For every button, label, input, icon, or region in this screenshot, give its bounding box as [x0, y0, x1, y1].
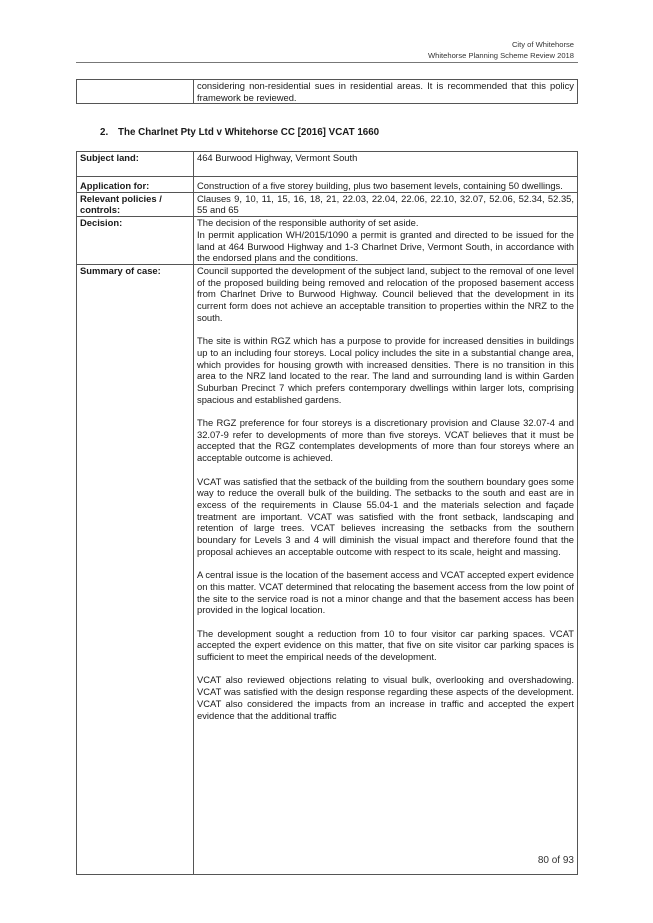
summary-paragraph: VCAT was satisfied that the setback of the building from the southern boundary goes some way to reduce the overall bulk of the building. The setbacks to the south and east are in excess of the requirements in Clause 55.04-1 and the materials selection and façade treatment are important. VCAT was satisfied with the front setback, landscaping and retention of large trees. VCAT believes increasing the setbacks from the southern boundary for Levels 3 and 4 will diminish the visual impact and therefore found that the proposal achieves an acceptable outcome with respect to its scale, height and massing.: [197, 475, 574, 557]
table-row: [77, 80, 578, 104]
decision-line: The decision of the responsible authority of set aside.: [197, 217, 419, 229]
table-row-subject-land: [77, 152, 578, 177]
table-row-decision: [77, 217, 578, 265]
summary-paragraph: Council supported the development of the subject land, subject to the removal of one level of the proposed building being removed and relocation of the proposed basement access from Charlnet Drive to Burwood Highway. Council believed that the development in its current form does not achieve an acceptable transition to properties within the NRZ to the south.: [197, 264, 574, 323]
header-organisation: City of Whitehorse: [511, 40, 574, 49]
decision-value: [194, 217, 578, 265]
summary-value: [194, 264, 578, 874]
summary-paragraph: The site is within RGZ which has a purpose to provide for increased densities in buildings up to an including four storeys. Local policy includes the site in a substantial change area, which provides for housing growth with increased densities. There is no transition in this area to the NRZ land located to the rear. The land and surrounding land is within Garden Suburban Precinct 7 which prefers contemporary dwellings within larger lots, comprising spacious and established gardens.: [197, 335, 574, 405]
header-document-title: Whitehorse Planning Scheme Review 2018: [427, 51, 574, 60]
summary-paragraph: The RGZ preference for four storeys is a discretionary provision and Clause 32.07-4 and 32.07-9 refer to developments of more than five storeys. VCAT believes that it must be accepted that the RGZ contemplates developments of more than four storeys where an acceptable outcome is achieved.: [197, 417, 574, 464]
table-row-relevant-policies: [77, 192, 578, 216]
summary-paragraph: VCAT also reviewed objections relating to visual bulk, overlooking and overshadowing. VCAT was satisfied with the design response regarding these aspects of the development. VCAT also considered the impacts from an increase in traffic and accepted the expert evidence that the additional traffic: [197, 674, 574, 721]
table-row-summary: [77, 264, 578, 874]
relevant-policies-value: Clauses 9, 10, 11, 15, 16, 18, 21, 22.03, 22.04, 22.06, 22.10, 32.07, 52.06, 52.34, 52.35, 55 and 65: [194, 192, 578, 216]
subject-land-value: 464 Burwood Highway, Vermont South: [194, 152, 578, 177]
decision-label: Decision:: [77, 217, 194, 265]
decision-permit-text: In permit application WH/2015/1090 a permit is granted and directed to be issued for the land at 464 Burwood Highway and 1-3 Charlnet Drive, Vermont South, in accordance with the endorsed plans and the conditions.: [197, 228, 574, 264]
continued-value-cell: considering non-residential sues in residential areas. It is recommended that this policy framework be reviewed.: [194, 80, 578, 104]
section-heading: [100, 127, 379, 138]
header-divider: [76, 62, 578, 63]
continued-label-cell: [77, 80, 194, 104]
subject-land-label: Subject land:: [77, 152, 194, 177]
summary-label: Summary of case:: [77, 264, 194, 874]
application-for-value: Construction of a five storey building, plus two basement levels, containing 50 dwellings.: [194, 177, 578, 193]
table-row-application-for: [77, 177, 578, 193]
continued-table: [76, 79, 578, 104]
summary-paragraph: A central issue is the location of the basement access and VCAT accepted expert evidence on this matter. VCAT determined that relocating the basement access from the low point of the site to the service road is not a minor change and that the basement access has been provided in the logical location.: [197, 569, 574, 616]
section-title: The Charlnet Pty Ltd v Whitehorse CC [2016] VCAT 1660: [118, 127, 380, 138]
page-number: 80 of 93: [537, 855, 574, 866]
application-for-label: Application for:: [77, 177, 194, 193]
summary-paragraph: The development sought a reduction from 10 to four visitor car parking spaces. VCAT accepted the expert evidence on this matter, that five on site visitor car parking spaces is sufficient to meet the empirical needs of the development.: [197, 627, 574, 663]
case-table: [76, 151, 578, 875]
section-number: 2.: [100, 127, 109, 138]
page-header: [428, 39, 574, 61]
relevant-policies-label: Relevant policies / controls:: [77, 192, 194, 216]
